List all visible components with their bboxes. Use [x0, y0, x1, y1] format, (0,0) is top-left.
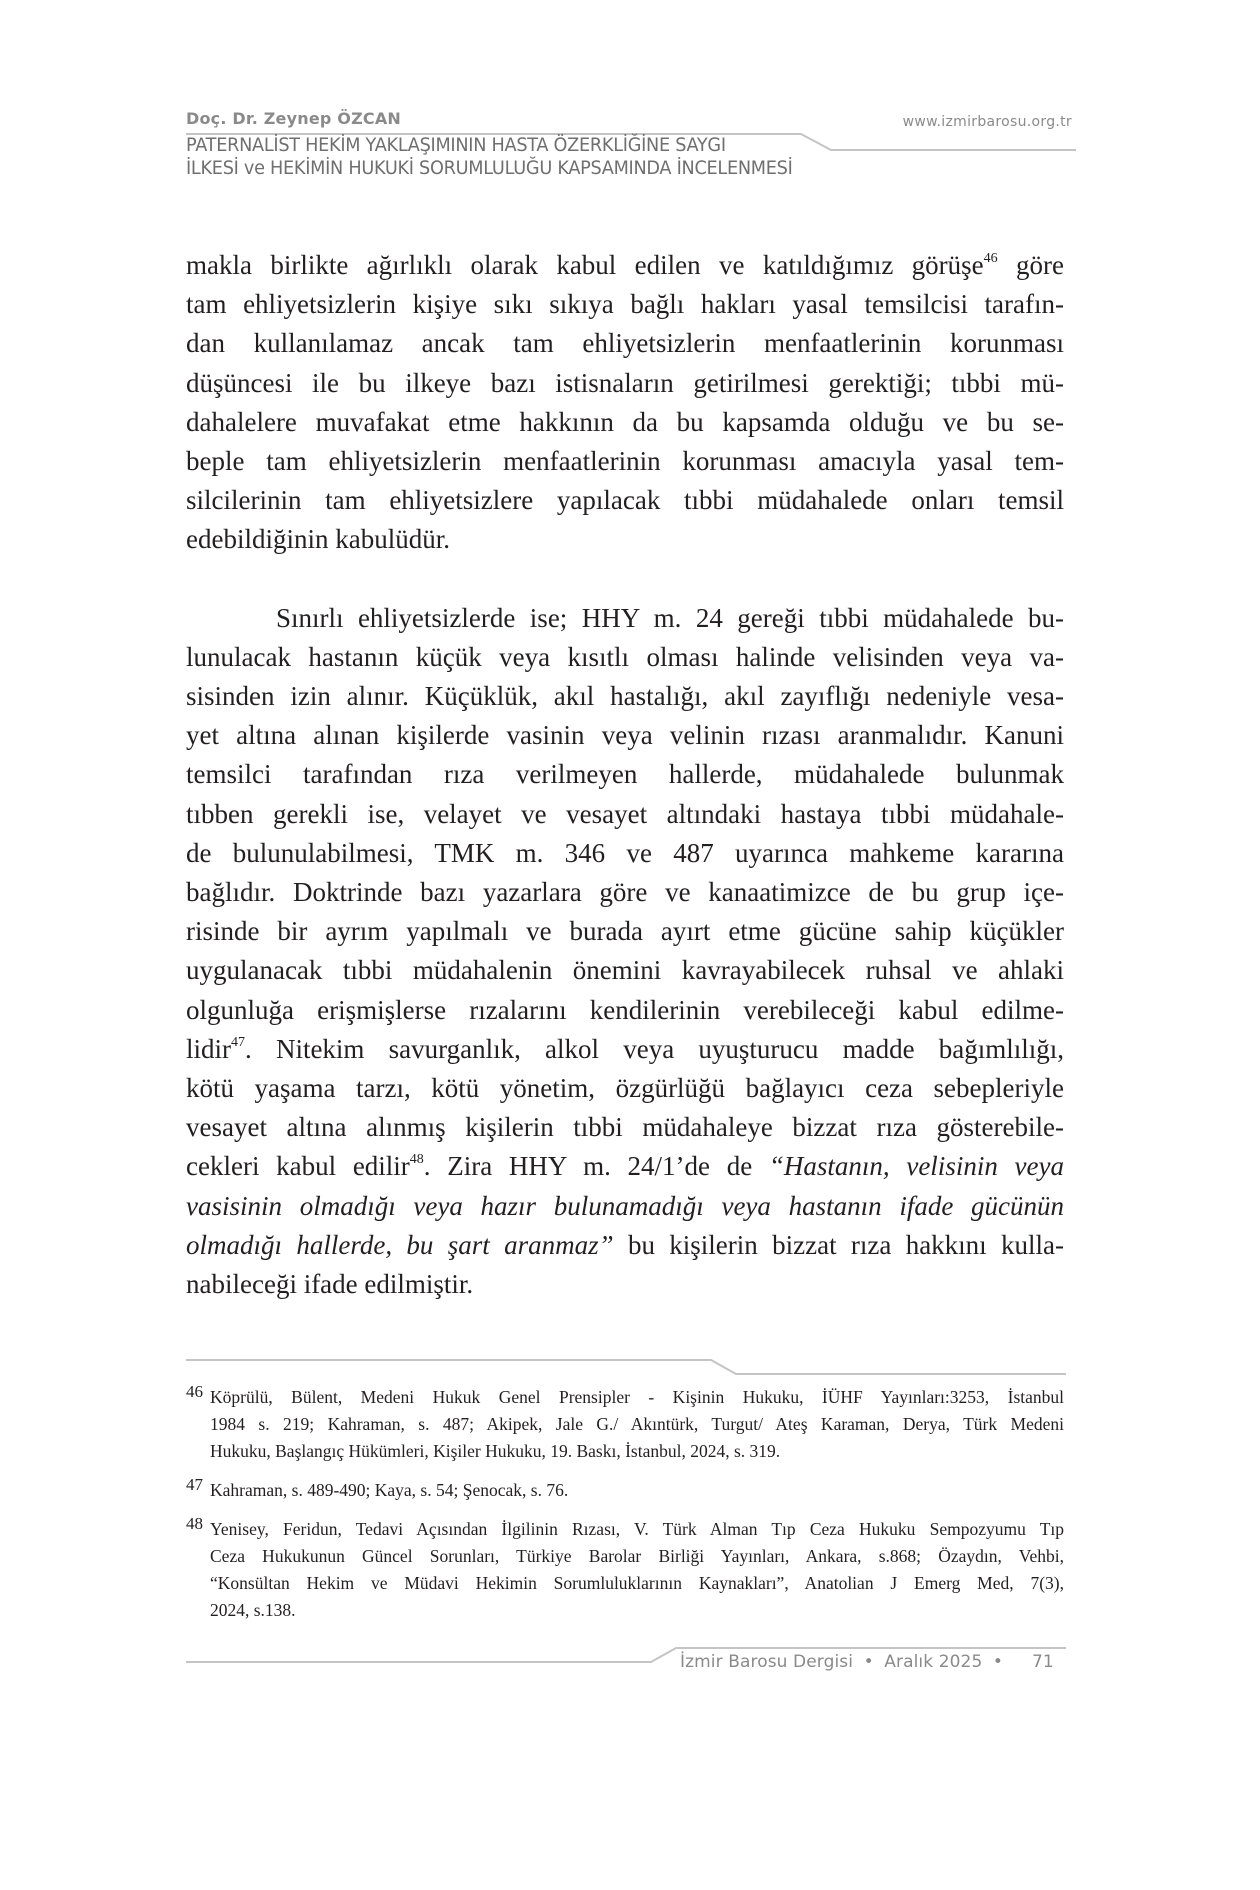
- body-line: olmadığı hallerde, bu şart aranmaz” bu kişilerin bizzat rıza hakkını kulla-: [186, 1229, 1064, 1260]
- body-line: tıbben gerekli ise, velayet ve vesayet altındaki hastaya tıbbi müdahale-: [186, 798, 1064, 829]
- journal-footer: [680, 1652, 1008, 1672]
- paragraph-1: [186, 246, 1064, 560]
- footnote-line: Hukuku, Başlangıç Hükümleri, Kişiler Hukuku, 19. Baskı, İstanbul, 2024, s. 319.: [210, 1441, 781, 1461]
- footnote-line: “Konsültan Hekim ve Müdavi Hekimin Sorumluluklarının Kaynakları”, Anatolian J Emerg Med, 7(3),: [210, 1573, 1064, 1593]
- author-name: Doç. Dr. Zeynep ÖZCAN: [186, 109, 402, 128]
- body-line: Sınırlı ehliyetsizlerde ise; HHY m. 24 gereği tıbbi müdahalede bu-: [276, 602, 1064, 633]
- footnote-line: Köprülü, Bülent, Medeni Hukuk Genel Prensipler - Kişinin Hukuku, İÜHF Yayınları:3253, İstanbul: [210, 1387, 1064, 1407]
- footnote-ref-48[interactable]: 48: [409, 1152, 424, 1168]
- body-line: tam ehliyetsizlerin kişiye sıkı sıkıya bağlı hakları yasal temsilcisi tarafın-: [186, 289, 1064, 320]
- footnote-rule-divider: [186, 1358, 1066, 1378]
- body-line: yet altına alınan kişilerde vasinin veya velinin rızası aranmalıdır. Kanuni: [186, 720, 1064, 751]
- body-line: kötü yaşama tarzı, kötü yönetim, özgürlüğü bağlayıcı ceza sebepleriyle: [186, 1073, 1064, 1104]
- body-line: nabileceği ifade edilmiştir.: [186, 1269, 474, 1300]
- body-line: beple tam ehliyetsizlerin menfaatlerinin korunması amacıyla yasal tem-: [186, 446, 1064, 477]
- footnotes-section: [186, 1384, 1064, 1636]
- footnote-47: [186, 1477, 1064, 1504]
- body-line: de bulunulabilmesi, TMK m. 346 ve 487 uyarınca mahkeme kararına: [186, 837, 1064, 868]
- article-running-title: [186, 134, 793, 180]
- journal-name: İzmir Barosu Dergisi: [680, 1652, 854, 1672]
- body-line: risinde bir ayrım yapılmalı ve burada ayırt etme gücüne sahip küçükler: [186, 916, 1064, 947]
- article-body: [186, 246, 1064, 1304]
- running-header: [186, 108, 1076, 179]
- quoted-law-text: “Hastanın, velisinin veya: [768, 1151, 1064, 1182]
- footnote-46: [186, 1384, 1064, 1465]
- bullet-separator: •: [992, 1652, 1004, 1672]
- body-line: olgunluğa erişmişlerse rızalarını kendilerinin verebileceği kabul edilme-: [186, 994, 1064, 1025]
- website-url: www.izmirbarosu.org.tr: [902, 114, 1072, 130]
- body-line: sisinden izin alınır. Küçüklük, akıl hastalığı, akıl zayıflığı nedeniyle vesa-: [186, 681, 1064, 712]
- footnote-line: Ceza Hukukunun Güncel Sorunları, Türkiye Barolar Birliği Yayınları, Ankara, s.868; Özaydın, Vehbi,: [210, 1546, 1064, 1566]
- body-line: lunulacak hastanın küçük veya kısıtlı olması halinde velisinden veya va-: [186, 641, 1064, 672]
- footnote-ref-47[interactable]: 47: [231, 1034, 245, 1050]
- footnote-number: 48: [186, 1514, 203, 1533]
- running-title-line-2: İLKESİ ve HEKİMİN HUKUKİ SORUMLULUĞU KAPSAMINDA İNCELENMESİ: [186, 157, 793, 179]
- journal-issue: Aralık 2025: [884, 1652, 983, 1672]
- body-line: lidir$^{47}$. Nitekim savurganlık, alkol veya uyuşturucu madde bağımlılığı,: [186, 1033, 1064, 1064]
- page-number: 71: [1032, 1652, 1054, 1672]
- footnote-line: 1984 s. 219; Kahraman, s. 487; Akipek, Jale G./ Akıntürk, Turgut/ Ateş Karaman, Derya, Türk Medeni: [210, 1414, 1064, 1434]
- body-line: vesayet altına alınmış kişilerin tıbbi müdahaleye bizzat rıza gösterebile-: [186, 1112, 1064, 1143]
- body-line: bağlıdır. Doktrinde bazı yazarlara göre ve kanaatimizce de bu grup içe-: [186, 877, 1064, 908]
- body-line: cekleri kabul edilir$^{48}$. Zira HHY m. 24/1’de de “Hastanın, velisinin veya: [186, 1151, 1064, 1182]
- body-line: düşüncesi ile bu ilkeye bazı istisnaların getirilmesi gerektiği; tıbbi mü-: [186, 367, 1064, 398]
- footnote-ref-46[interactable]: 46: [983, 251, 998, 266]
- footnote-number: 46: [186, 1382, 203, 1401]
- body-line: silcilerinin tam ehliyetsizlere yapılacak tıbbi müdahalede onları temsil: [186, 485, 1064, 516]
- footnote-48: [186, 1516, 1064, 1624]
- body-line: makla birlikte ağırlıklı olarak kabul edilen ve katıldığımız görüşe$^{46}$ göre: [186, 250, 1064, 280]
- quoted-law-text: olmadığı hallerde, bu şart aranmaz”: [186, 1229, 614, 1260]
- body-line: dahalelere muvafakat etme hakkının da bu kapsamda olduğu ve bu se-: [186, 406, 1064, 437]
- quoted-law-text: vasisinin olmadığı veya hazır bulunamadığı veya hastanın ifade gücünün: [186, 1190, 1064, 1221]
- body-line: dan kullanılamaz ancak tam ehliyetsizlerin menfaatlerinin korunması: [186, 328, 1064, 359]
- footnote-line: Yenisey, Feridun, Tedavi Açısından İlgilinin Rızası, V. Türk Alman Tıp Ceza Hukuku Sempozyumu Tıp: [210, 1519, 1064, 1539]
- body-line: edebildiğinin kabulüdür.: [186, 524, 450, 555]
- footnote-number: 47: [186, 1475, 203, 1494]
- running-title-line-1: PATERNALİST HEKİM YAKLAŞIMININ HASTA ÖZERKLİĞİNE SAYGI: [186, 134, 726, 156]
- paragraph-2: [186, 599, 1064, 1305]
- body-line: temsilci tarafından rıza verilmeyen hallerde, müdahalede bulunmak: [186, 759, 1064, 790]
- body-line: uygulanacak tıbbi müdahalenin önemini kavrayabilecek ruhsal ve ahlaki: [186, 955, 1064, 986]
- footnote-line: 2024, s.138.: [210, 1600, 296, 1620]
- footnote-line: Kahraman, s. 489-490; Kaya, s. 54; Şenocak, s. 76.: [210, 1480, 569, 1500]
- bullet-separator: •: [863, 1652, 874, 1672]
